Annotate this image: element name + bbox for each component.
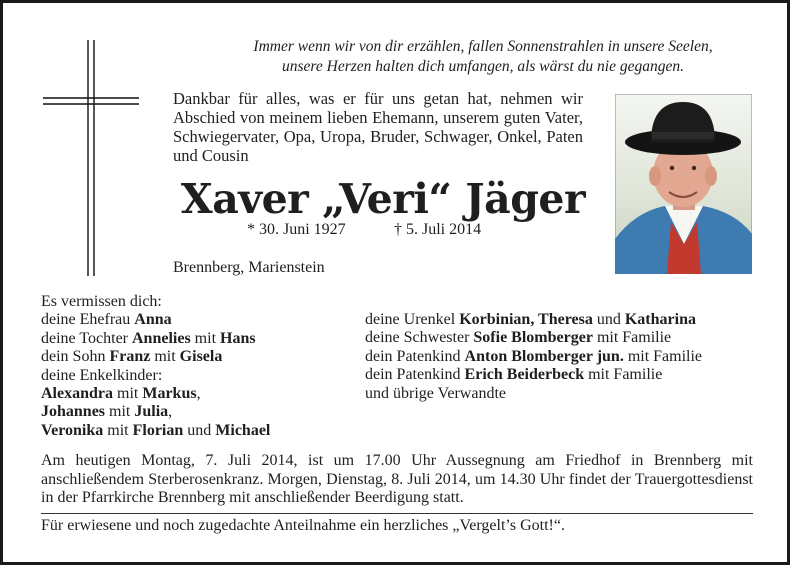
mourner-relation: und übrige Verwandte xyxy=(365,384,506,402)
funeral-service-text: Am heutigen Montag, 7. Juli 2014, ist um 17.00 Uhr Aussegnung am Friedhof in Brennberg mit anschließendem Sterberosenkranz. Morgen, Dienstag, 8. Juli 2014, um 14.30 Uhr findet der Trauergottesdienst in der Pfarrkirche Brennberg mit anschließender Beerdigung statt. xyxy=(41,452,753,507)
mourner-name: Florian xyxy=(132,421,184,439)
mourner-line xyxy=(365,366,765,384)
mourner-line xyxy=(41,348,361,366)
mourner-name: Alexandra xyxy=(41,385,113,403)
mourner-name: Julia xyxy=(134,403,169,421)
mourner-name: Anton Blomberger jun. xyxy=(464,347,624,365)
death-date: † 5. Juli 2014 xyxy=(394,221,482,238)
mourner-name: Sofie Blomberger xyxy=(473,329,593,347)
mourner-relation: und xyxy=(183,421,216,439)
mourner-line xyxy=(365,311,765,329)
intro-text: Dankbar für alles, was er für uns getan hat, nehmen wir Abschied von meinem lieben Ehemann, unserem guten Vater, Schwiegervater, Opa, Uropa, Bruder, Schwager, Onkel, Paten und Cousin xyxy=(173,89,583,165)
mourner-line xyxy=(41,385,361,403)
mourner-line xyxy=(41,422,361,440)
mourner-line xyxy=(365,329,765,347)
mourner-relation: mit Familie xyxy=(592,329,672,347)
mourners-right-column xyxy=(365,311,765,403)
mourner-line xyxy=(41,403,361,421)
mourner-name: Michael xyxy=(215,421,271,439)
motto-line-1: Immer wenn wir von dir erzählen, fallen Sonnenstrahlen in unsere Seelen, xyxy=(253,38,713,55)
thanks-text: Für erwiesene und noch zugedachte Anteilnahme ein herzliches „Vergelt’s Gott!“. xyxy=(41,517,565,534)
mourner-name: Annelies xyxy=(132,329,191,347)
place-of-residence: Brennberg, Marienstein xyxy=(173,259,325,276)
mourner-name: Gisela xyxy=(179,348,223,366)
mourner-relation: deine Ehefrau xyxy=(41,311,135,329)
mourner-name: Erich Beiderbeck xyxy=(464,366,585,384)
divider xyxy=(41,513,753,514)
mourner-relation: , xyxy=(196,385,201,403)
mourner-relation: deine Urenkel xyxy=(365,311,460,328)
deceased-name: Xaver „Veri“ Jäger xyxy=(180,175,586,223)
mourner-relation: mit xyxy=(113,385,143,403)
mourner-relation: , xyxy=(168,403,173,421)
mourner-relation: mit Familie xyxy=(584,366,663,384)
mourner-relation: dein Sohn xyxy=(41,348,110,366)
mourner-relation: dein Patenkind xyxy=(365,347,465,365)
mourner-relation: mit Familie xyxy=(623,347,703,365)
mourner-relation: dein Patenkind xyxy=(365,366,465,384)
mourner-line xyxy=(41,311,361,329)
mourner-name: Katharina xyxy=(624,311,696,328)
mourner-relation: Es vermissen dich: xyxy=(41,293,162,310)
mourner-name: Korbinian, Theresa xyxy=(459,311,593,328)
mourner-name: Veronika xyxy=(41,421,104,439)
portrait-photo xyxy=(615,94,752,274)
mourner-relation: und xyxy=(592,311,625,328)
motto-verse xyxy=(203,37,763,77)
mourner-relation: mit xyxy=(103,421,133,439)
mourner-relation: mit xyxy=(105,403,135,421)
mourner-name: Markus xyxy=(142,385,197,403)
mourner-relation: deine Enkelkinder: xyxy=(41,366,163,384)
mourner-line xyxy=(41,367,361,385)
mourner-relation: deine Schwester xyxy=(365,329,474,347)
mourner-line xyxy=(365,385,765,403)
mourner-relation: mit xyxy=(150,348,180,366)
cross-icon xyxy=(41,38,141,278)
mourner-line xyxy=(41,330,361,348)
mourner-name: Franz xyxy=(109,348,151,366)
mourner-name: Anna xyxy=(134,311,172,329)
motto-line-2: unsere Herzen halten dich umfangen, als wärst du nie gegangen. xyxy=(282,58,684,75)
birth-date: * 30. Juni 1927 xyxy=(247,221,346,238)
mourners-left-column xyxy=(41,293,361,440)
mourner-name: Hans xyxy=(220,329,256,347)
mourner-name: Johannes xyxy=(41,403,106,421)
mourner-relation: deine Tochter xyxy=(41,329,132,347)
mourner-line xyxy=(41,293,361,311)
mourner-line xyxy=(365,348,765,366)
mourner-relation: mit xyxy=(190,329,221,347)
